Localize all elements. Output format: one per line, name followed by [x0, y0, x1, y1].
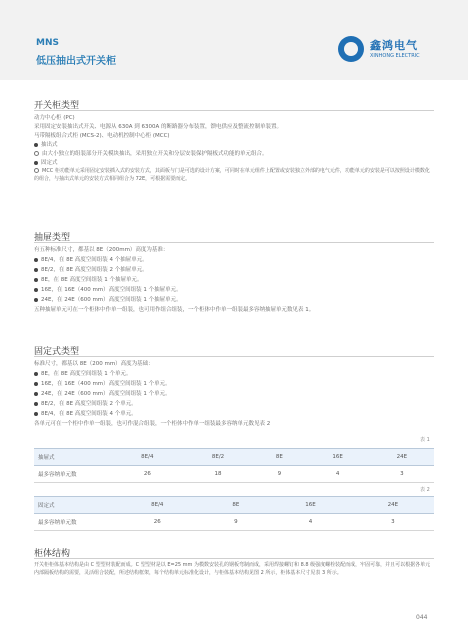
bullet-icon	[34, 298, 38, 302]
logo-mark-icon	[338, 36, 364, 62]
bullet-icon	[34, 372, 38, 376]
table-header-cell: 抽屉式	[34, 449, 112, 466]
table-header-cell: 16E	[305, 449, 369, 466]
bullet-icon	[34, 258, 38, 262]
table-row	[34, 466, 434, 483]
list-item: 由大小独立的组装部分开关模块抽出，采用独立开关和分层安装保护隔板式功能的单元组合。	[34, 150, 434, 158]
table-cell: 26	[112, 514, 203, 531]
table-row	[34, 514, 434, 531]
table-cell: 3	[370, 466, 434, 483]
table-header-cell: 固定式	[34, 497, 112, 514]
product-title: 低压抽出式开关柜	[36, 56, 116, 67]
circle-bullet-icon	[34, 151, 39, 156]
table-header-cell: 8E	[253, 449, 305, 466]
list-item: 8E，在 8E 高度空间组装 1 个抽屉单元。	[34, 276, 434, 284]
list-item: 8E/4，在 8E 高度空间组装 4 个单元。	[34, 410, 434, 418]
list-item: 24E，在 24E（600 mm）高度空间组装 1 个单元。	[34, 390, 434, 398]
page-header	[0, 0, 468, 80]
paragraph: 各单元可在一个柜中作单一组装，也可作混合组装，一个柜体中作单一组装最多容纳单元数见表 2	[34, 421, 271, 427]
section-title-types: 开关柜类型	[34, 101, 80, 111]
table-header-cell: 24E	[370, 449, 434, 466]
bullet-icon	[34, 382, 38, 386]
paragraph: 标准尺寸，都基以 8E（200 mm）高度为基础：	[34, 361, 154, 367]
list-item: 16E，在 16E（400 mm）高度空间组装 1 个抽屉单元。	[34, 286, 434, 294]
list-item: 16E，在 16E（400 mm）高度空间组装 1 个单元。	[34, 380, 434, 388]
table-header-cell: 24E	[352, 497, 434, 514]
table-note: 表 1	[420, 437, 430, 443]
logo-name-en: XINHONG ELECTRIC	[370, 53, 420, 59]
logo-name: 鑫鸿电气	[370, 39, 418, 52]
table-header-cell: 16E	[269, 497, 351, 514]
section-divider	[34, 356, 434, 357]
table-cell: 9	[203, 514, 270, 531]
paragraph: 开关柜柜体基本结构是由 C 型型材装配而成。C 型型材是以 E=25 mm 为模数安装孔的钢板弯制而成，采用焊接螺钉和 8.8 级强度螺栓装配而成，牢固可靠，并且可以根据各单元内部隔板结构的需要，灵活组合装配，所述结构框架，每个结构单元标准化设计，与柜体基本结构见图 2 所示，柜体基本尺寸见表 3 所示。	[34, 562, 431, 576]
bullet-icon	[34, 412, 38, 416]
circle-bullet-icon	[34, 168, 39, 173]
list-item: 24E，在 24E（600 mm）高度空间组装 1 个抽屉单元。	[34, 296, 434, 304]
paragraph: 马带隔板组合式柜 (MCS-2)、电动机控制中心柜 (MCC)	[34, 133, 170, 139]
list-item: 固定式	[34, 159, 434, 167]
table-fixed-capacity	[34, 496, 434, 531]
bullet-icon	[34, 288, 38, 292]
paragraph: 五种抽屉单元可在一个柜体中作单一组装，也可用作组合组装，一个柜体中作单一组装最多容纳抽屉单元数见表 1。	[34, 307, 315, 313]
bullet-icon	[34, 402, 38, 406]
page-number: 044	[416, 614, 428, 621]
bullet-icon	[34, 143, 38, 147]
list-item: 抽出式	[34, 141, 434, 149]
table-cell: 最多容纳单元数	[34, 466, 112, 483]
product-code: MNS	[36, 38, 59, 48]
table-header-row	[34, 449, 434, 466]
list-item: 8E/2，在 8E 高度空间组装 2 个单元。	[34, 400, 434, 408]
section-divider	[34, 242, 434, 243]
list-item: 8E/4，在 8E 高度空间组装 4 个抽屉单元。	[34, 256, 434, 264]
section-title-fixed: 固定式类型	[34, 347, 80, 357]
table-header-row	[34, 497, 434, 514]
company-logo	[338, 36, 448, 66]
table-cell: 3	[352, 514, 434, 531]
table-note: 表 2	[420, 487, 430, 493]
bullet-icon	[34, 268, 38, 272]
section-divider	[34, 110, 434, 111]
table-header-cell: 8E/2	[183, 449, 254, 466]
paragraph: 有五种标准尺寸，都基以 8E（200mm）高度为基准：	[34, 247, 169, 253]
table-drawer-capacity	[34, 448, 434, 483]
list-item: 8E，在 8E 高度空间组装 1 个单元。	[34, 370, 434, 378]
table-cell: 9	[253, 466, 305, 483]
list-item: 8E/2，在 8E 高度空间组装 2 个抽屉单元。	[34, 266, 434, 274]
paragraph: 采用固定安装抽出式开关、电源从 630A 到 6300A 的断路器分布装置，馈电供应及整流控制单装置。	[34, 124, 283, 130]
bullet-icon	[34, 392, 38, 396]
list-item: MCC 柜功能单元采用固定安装插入式的安装方式，其面板与门是可选的设计方案，可同时在单元组件上配置或安装独立外部的电气元件，功能单元的安装是可以按照设计模数化的组合，与抽出式单元的安装方式相同组合为 72E，可根据需要而定。	[34, 168, 430, 182]
table-cell: 最多容纳单元数	[34, 514, 112, 531]
table-cell: 18	[183, 466, 254, 483]
table-cell: 4	[305, 466, 369, 483]
table-header-cell: 8E	[203, 497, 270, 514]
table-cell: 4	[269, 514, 351, 531]
bullet-icon	[34, 161, 38, 165]
bullet-icon	[34, 278, 38, 282]
section-title-structure: 柜体结构	[34, 549, 71, 559]
paragraph: 动力中心柜 (PC)	[34, 115, 75, 121]
section-title-drawer: 抽屉类型	[34, 233, 71, 243]
table-header-cell: 8E/4	[112, 497, 203, 514]
table-cell: 26	[112, 466, 183, 483]
section-divider	[34, 558, 434, 559]
table-header-cell: 8E/4	[112, 449, 183, 466]
